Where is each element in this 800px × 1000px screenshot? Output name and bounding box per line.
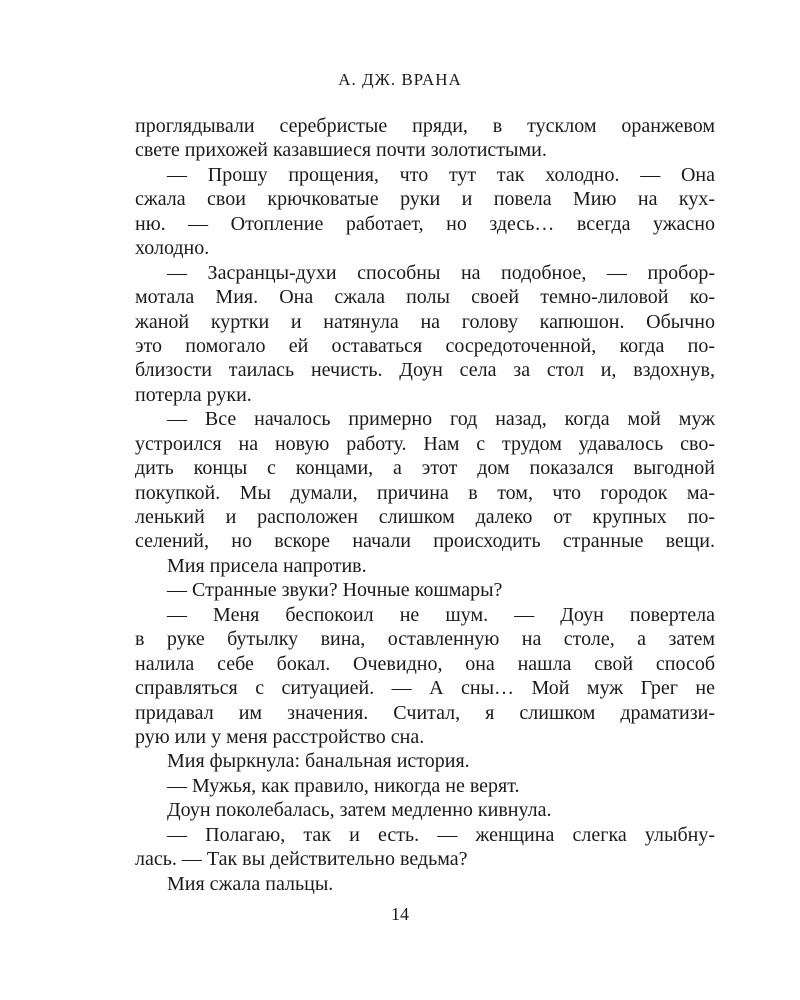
text-line: сжала свои крючковатые руки и повела Мию на кух- [135,188,715,211]
text-line: справляться с ситуацией. — А сны… Мой муж Грег не [135,677,715,700]
text-line: ленький и расположен слишком далеко от крупных по- [135,506,715,528]
text-line: Мия присела напротив. [167,554,367,577]
text-line: проглядывали серебристые пряди, в тусклом оранжевом [135,115,715,137]
text-line: — Все началось примерно год назад, когда мой муж [167,408,715,431]
text-line: селений, но вскоре начали происходить странные вещи. [135,530,715,553]
text-line: лась. — Так вы действительно ведьма? [135,848,468,871]
text-line: близости таилась нечисть. Доун села за стол и, вздохнув, [135,359,715,382]
text-line: Доун поколебалась, затем медленно кивнула. [167,799,552,822]
page-number: 14 [391,904,409,924]
text-line: в руке бутылку вина, оставленную на столе, а затем [135,628,715,651]
text-line: ню. — Отопление работает, но здесь… всегда ужасно [135,212,715,235]
text-line: мотала Мия. Она сжала полы своей темно-лиловой ко- [135,286,715,309]
text-line: — Полагаю, так и есть. — женщина слегка улыбну- [167,823,715,846]
text-line: покупкой. Мы думали, причина в том, что городок ма- [135,481,715,504]
text-line: рую или у меня расстройство сна. [135,725,425,748]
text-line: устроился на новую работу. Нам с трудом удавалось сво- [135,432,715,455]
text-line: потерла руки. [135,383,252,406]
text-line: — Странные звуки? Ночные кошмары? [167,579,503,602]
text-line: — Мужья, как правило, никогда не верят. [167,774,520,797]
text-line: — Прошу прощения, что тут так холодно. — Она [167,163,715,186]
running-header: А. ДЖ. ВРАНА [338,70,462,89]
text-line: это помогало ей оставаться сосредоточенной, когда по- [135,334,715,357]
body-text [135,114,715,896]
text-line: Мия фыркнула: банальная история. [167,750,470,773]
text-line: налила себе бокал. Очевидно, она нашла свой способ [135,652,715,675]
text-line: — Засранцы-духи способны на подобное, — пробор- [167,261,715,284]
text-line: дить концы с концами, а этот дом показался выгодной [135,457,715,480]
text-line: жаной куртки и натянула на голову капюшон. Обычно [135,310,715,333]
text-line: Мия сжала пальцы. [167,872,334,895]
text-line: холодно. [135,237,210,260]
text-line: — Меня беспокоил не шум. — Доун повертела [167,603,715,626]
text-line: свете прихожей казавшиеся почти золотистыми. [135,139,547,162]
text-line: придавал им значения. Считал, я слишком драматизи- [135,701,715,724]
